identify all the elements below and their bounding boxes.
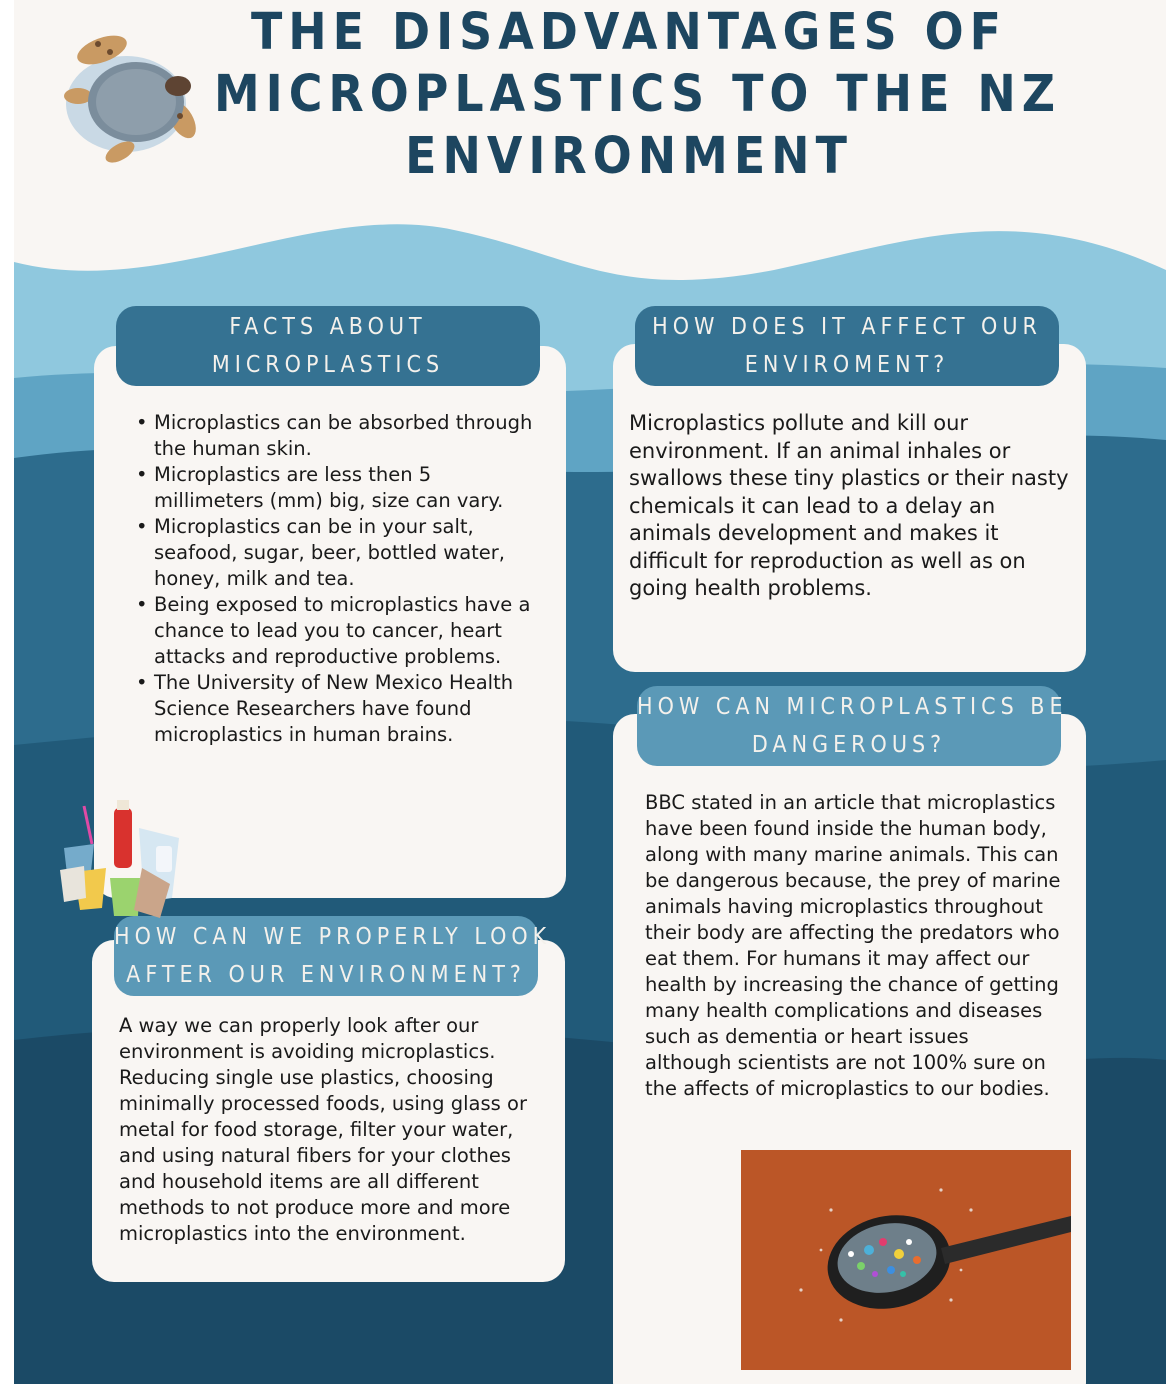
care-heading-line-2: AFTER OUR ENVIRONMENT? bbox=[126, 962, 526, 988]
list-item: • Microplastics can be in your salt, seafood, sugar, beer, bottled water, honey, milk and tea. bbox=[154, 514, 546, 592]
spoon-microplastics-photo bbox=[741, 1150, 1071, 1370]
affect-body: Microplastics pollute and kill our environment. If an animal inhales or swallows these tiny plastics or their nasty chemicals it can lead to a delay an animals development and makes it difficult for reproduction as well as on going health problems. bbox=[629, 411, 1069, 600]
dangerous-heading-line-1: HOW CAN MICROPLASTICS BE bbox=[637, 694, 1068, 720]
title-line-2: MICROPLASTICS TO THE NZ bbox=[214, 65, 1062, 124]
affect-heading-line-1: HOW DOES IT AFFECT OUR bbox=[652, 314, 1042, 340]
list-item: • Microplastics can be absorbed through the human skin. bbox=[154, 410, 546, 462]
care-heading bbox=[114, 916, 552, 996]
list-item: • Microplastics are less then 5 millimeters (mm) big, size can vary. bbox=[154, 462, 546, 514]
list-item: • Being exposed to microplastics have a chance to lead you to cancer, heart attacks and reproductive problems. bbox=[154, 592, 546, 670]
list-item: • The University of New Mexico Health Science Researchers have found microplastics in human brains. bbox=[154, 670, 546, 748]
dangerous-heading bbox=[637, 686, 1068, 766]
sea-turtle-illustration bbox=[54, 30, 204, 165]
title-line-1: THE DISADVANTAGES OF bbox=[250, 3, 1007, 62]
facts-heading-line-2: MICROPLASTICS bbox=[211, 352, 445, 378]
care-body: A way we can properly look after our environment is avoiding microplastics. Reducing single use plastics, choosing minimally processed foods, using glass or metal for food storage, filter your water, and using natural fibers for your clothes and household items are all different methods to not produce more and more microplastics into the environment. bbox=[119, 1014, 527, 1245]
facts-list bbox=[134, 410, 546, 748]
facts-body bbox=[134, 410, 546, 748]
facts-heading bbox=[116, 306, 540, 386]
title-line-3: ENVIRONMENT bbox=[405, 127, 853, 186]
care-heading-line-1: HOW CAN WE PROPERLY LOOK bbox=[114, 924, 552, 950]
plastic-waste-illustration bbox=[44, 798, 194, 923]
dangerous-heading-line-2: DANGEROUS? bbox=[751, 732, 947, 758]
poster bbox=[14, 0, 1166, 1384]
affect-heading bbox=[635, 306, 1059, 386]
dangerous-body: BBC stated in an article that microplastics have been found inside the human body, along with many marine animals. This can be dangerous because, the prey of marine animals having microplastics throughout their body are affecting the predators who eat them. For humans it may affect our health by increasing the chance of getting many health complications and diseases such as dementia or heart issues although scientists are not 100% sure on the affects of microplastics to our bodies. bbox=[645, 791, 1061, 1100]
affect-heading-line-2: ENVIROMENT? bbox=[744, 352, 950, 378]
facts-heading-line-1: FACTS ABOUT bbox=[229, 314, 427, 340]
page-title bbox=[214, 2, 1062, 188]
